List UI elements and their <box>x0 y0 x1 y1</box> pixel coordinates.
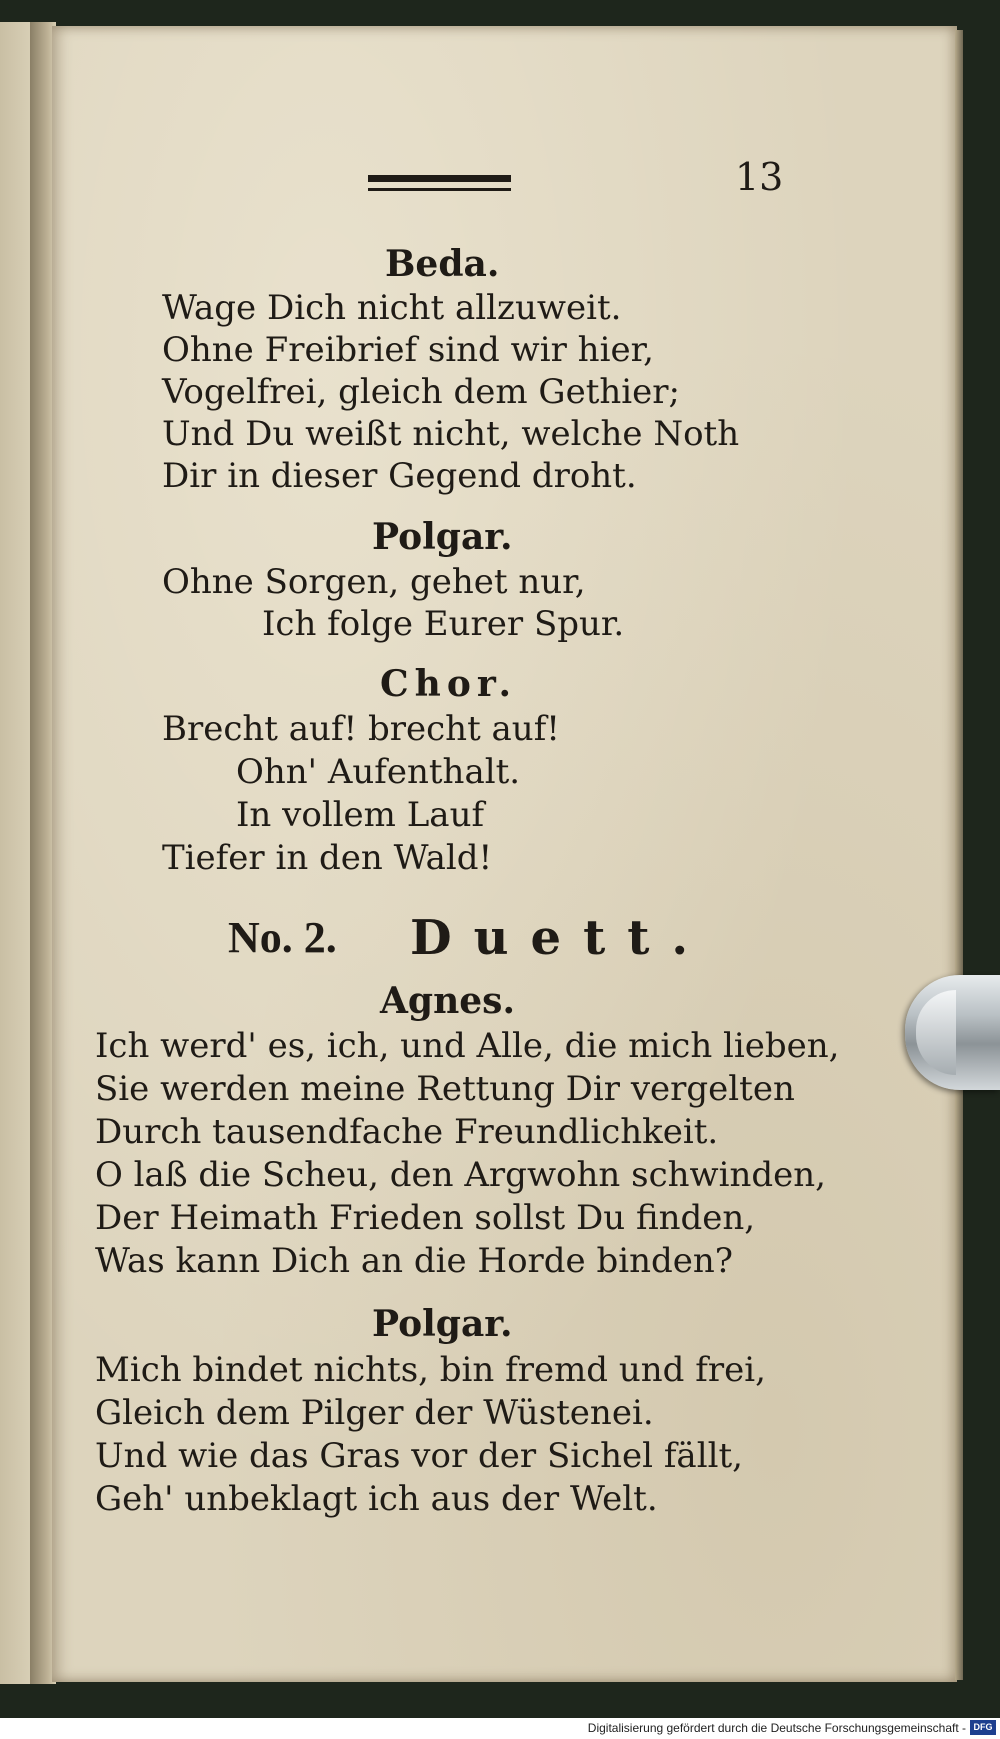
speaker-polgar-duett: Polgar. <box>372 1303 513 1345</box>
verse-line: Dir in dieser Gegend droht. <box>162 456 637 496</box>
speaker-polgar: Polgar. <box>372 516 513 558</box>
speaker-agnes: Agnes. <box>380 980 515 1022</box>
section-number: No. 2. <box>228 913 337 962</box>
verse-line: In vollem Lauf <box>236 795 485 835</box>
verse-line: Gleich dem Pilger der Wüstenei. <box>95 1393 654 1433</box>
dfg-logo: DFG <box>970 1720 996 1735</box>
verse-line: Ohn' Aufenthalt. <box>236 752 521 792</box>
verse-line: Sie werden meine Rettung Dir vergelten <box>95 1069 795 1109</box>
verse-line: Mich bindet nichts, bin fremd und frei, <box>95 1350 766 1390</box>
verse-line: O laß die Scheu, den Argwohn schwinden, <box>95 1155 826 1195</box>
verse-line: Und Du weißt nicht, welche Noth <box>162 414 740 454</box>
verse-line: Brecht auf! brecht auf! <box>162 709 560 749</box>
verse-line: Durch tausendfache Freundlichkeit. <box>95 1112 719 1152</box>
verse-line: Was kann Dich an die Horde binden? <box>95 1241 734 1281</box>
page-number: 13 <box>735 155 784 199</box>
speaker-chor: Chor. <box>380 663 518 705</box>
header-ornament-rule-thin <box>368 188 511 191</box>
verse-line: Wage Dich nicht allzuweit. <box>162 288 622 328</box>
header-ornament-rule <box>368 175 511 182</box>
verse-line: Ohne Freibrief sind wir hier, <box>162 330 654 370</box>
verse-line: Ich werd' es, ich, und Alle, die mich lieben, <box>95 1026 840 1066</box>
speaker-beda: Beda. <box>385 243 500 285</box>
footer-credit: Digitalisierung gefördert durch die Deutsche Forschungsgemeinschaft - <box>587 1721 966 1735</box>
verse-line: Tiefer in den Wald! <box>162 838 493 878</box>
page-edge-shadow <box>955 30 963 1680</box>
verse-line: Geh' unbeklagt ich aus der Welt. <box>95 1479 658 1519</box>
verse-line: Der Heimath Frieden sollst Du finden, <box>95 1198 756 1238</box>
section-title: Duett. <box>410 910 711 966</box>
verse-line: Ohne Sorgen, gehet nur, <box>162 562 586 602</box>
verse-line: Ich folge Eurer Spur. <box>262 604 625 644</box>
verse-line: Vogelfrei, gleich dem Gethier; <box>162 372 680 412</box>
verse-line: Und wie das Gras vor der Sichel fällt, <box>95 1436 743 1476</box>
